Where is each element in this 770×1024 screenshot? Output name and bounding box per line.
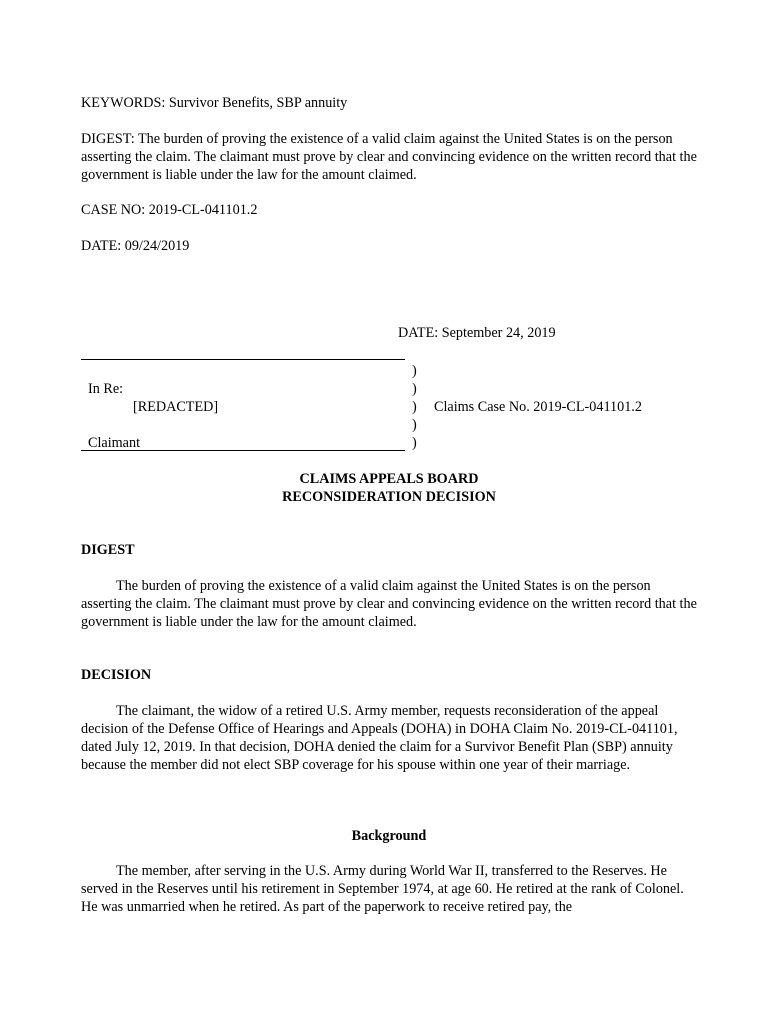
paren-1: ) (412, 363, 417, 379)
decision-heading: DECISION (81, 667, 152, 683)
header-digest (81, 130, 697, 184)
header-digest-label: DIGEST: (81, 131, 135, 147)
case-number: CASE NO: 2019-CL-041101.2 (81, 202, 258, 218)
header-digest-text: The burden of proving the existence of a valid claim against the United States is on the person asserting the claim. The claimant must prove by clear and convincing evidence on the written record that the government is liable under the law for the amount claimed. (81, 131, 697, 183)
caption-redacted: [REDACTED] (133, 399, 219, 415)
digest-paragraph: The burden of proving the existence of a valid claim against the United States is on the person asserting the claim. The claimant must prove by clear and convincing evidence on the written record that the government is liable under the law for the amount claimed. (81, 578, 697, 630)
decision-paragraph: The claimant, the widow of a retired U.S. Army member, requests reconsideration of the appeal decision of the Defense Office of Hearings and Appeals (DOHA) in DOHA Claim No. 2019-CL-041101, dated July 12, 2019. In that decision, DOHA denied the claim for a Survivor Benefit Plan (SBP) annuity because the member did not elect SBP coverage for his spouse within one year of their marriage. (81, 703, 678, 773)
caption-parentheses (412, 362, 422, 452)
caption-claims-case: Claims Case No. 2019-CL-041101.2 (434, 399, 642, 415)
keywords-line: KEYWORDS: Survivor Benefits, SBP annuity (81, 95, 348, 111)
header-date: DATE: 09/24/2019 (81, 238, 190, 254)
digest-heading: DIGEST (81, 542, 135, 558)
paren-4: ) (412, 417, 417, 433)
title-line-2: RECONSIDERATION DECISION (282, 489, 496, 505)
caption-in-re: In Re: (88, 381, 124, 397)
paren-2: ) (412, 381, 417, 397)
caption-claimant: Claimant (88, 435, 141, 451)
background-heading: Background (351, 828, 427, 844)
title-line-1: CLAIMS APPEALS BOARD (299, 471, 479, 487)
paren-3: ) (412, 399, 417, 415)
caption-bottom-rule (81, 450, 405, 451)
background-paragraph: The member, after serving in the U.S. Army during World War II, transferred to the Reserves. He served in the Reserves until his retirement in September 1974, at age 60. He retired at the rank of Colonel. He was unmarried when he retired. As part of the paperwork to receive retired pay, the (81, 863, 684, 915)
paren-5: ) (412, 435, 417, 451)
caption-top-rule (81, 359, 405, 360)
decision-date: DATE: September 24, 2019 (398, 325, 556, 342)
